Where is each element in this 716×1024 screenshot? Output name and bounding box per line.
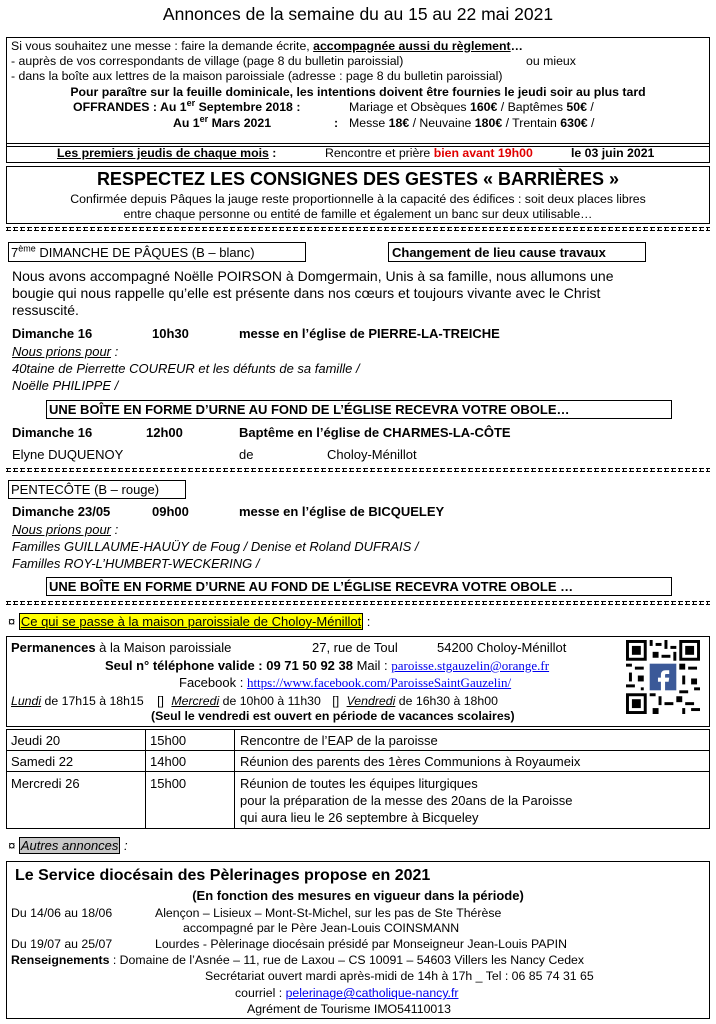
prions-colon: :	[111, 522, 119, 537]
messe-what: messe en l’église de PIERRE-LA-TREICHE	[239, 326, 500, 341]
pelerinage-text: accompagné par le Père Jean-Louis COINSMANN	[183, 921, 460, 935]
prions-colon: :	[111, 344, 119, 359]
bapteme-de: de	[239, 447, 254, 462]
dimanche-text-3: ressuscité.	[12, 302, 79, 318]
maison-label: Ce qui se passe à la maison paroissiale de Choloy-Ménillot	[20, 614, 362, 629]
dimanche-text-2: bougie qui nous rappelle qu’elle est présente dans nos cœurs et toujours vivante avec le Christ	[12, 285, 601, 301]
facebook-line	[179, 675, 511, 690]
jeudis-text: Rencontre et prière	[325, 146, 434, 160]
autres-colon: :	[120, 838, 128, 853]
price-sep: /	[586, 100, 594, 114]
table-cell-day: Mercredi 26	[11, 776, 80, 791]
pelerinage-date: Du 19/07 au 25/07	[11, 937, 113, 951]
horaires-sep: []	[332, 694, 340, 708]
intro-box	[6, 37, 710, 147]
price-value: 180€	[474, 116, 503, 130]
permanences-box	[6, 636, 710, 727]
mail-label: Mail :	[352, 658, 392, 673]
price-value: 160€	[470, 100, 498, 114]
jeudis-line	[57, 146, 276, 160]
price-label: / Trentain	[502, 116, 561, 130]
price-sep: /	[587, 116, 595, 130]
table-divider	[234, 730, 235, 828]
intro-ellipsis: …	[510, 39, 523, 53]
permanences-addr2: 54200 Choloy-Ménillot	[437, 640, 567, 655]
pelerinage-date: Du 14/06 au 18/06	[11, 906, 113, 920]
table-divider	[7, 750, 709, 751]
intro-line-4: Pour paraître sur la feuille dominicale, les intentions doivent être fournies le jeudi soir au plus tard	[70, 85, 646, 99]
price-value: 630€	[560, 116, 588, 130]
separator	[6, 227, 710, 231]
intro-line-1	[11, 39, 523, 53]
messe-time: 10h30	[152, 326, 189, 341]
prions-text: Nous prions pour	[12, 344, 111, 359]
jeudis-date: le 03 juin 2021	[571, 146, 655, 160]
vendredi-hours: de 16h30 à 18h00	[395, 694, 498, 708]
bapteme-time: 12h00	[146, 425, 183, 440]
facebook-link[interactable]: https://www.facebook.com/ParoisseSaintGauzelin/	[246, 675, 512, 690]
intention-item: Noëlle PHILIPPE /	[12, 378, 119, 393]
bullet: ¤	[8, 838, 19, 853]
table-divider	[145, 730, 146, 828]
intro-line-2: - auprès de vos correspondants de village (page 8 du bulletin paroissial)	[11, 54, 404, 68]
pelerinage-text: Alençon – Lisieux – Mont-St-Michel, sur les pas de Ste Thérèse	[155, 906, 502, 920]
mercredi-hours: de 10h00 à 11h30	[219, 694, 321, 708]
courriel-link[interactable]: pelerinage@catholique-nancy.fr	[285, 986, 459, 1000]
consignes-box	[6, 166, 710, 224]
renseignements-line	[11, 953, 584, 967]
offrandes-sup: er	[199, 113, 209, 124]
price-value: 18€	[388, 116, 410, 130]
price-label: / Neuvaine	[409, 116, 475, 130]
offrandes-prices-2	[349, 116, 594, 130]
table-cell-day: Jeudi 20	[11, 733, 61, 748]
horaires-line	[11, 694, 498, 708]
dimanche-label	[8, 242, 306, 262]
pelerinages-title: Le Service diocésain des Pèlerinages propose en 2021	[15, 867, 431, 884]
dimanche-name: DIMANCHE DE PÂQUES (B – blanc)	[35, 245, 255, 260]
prions-text: Nous prions pour	[12, 522, 111, 537]
bapteme-what: Baptême en l’église de CHARMES-LA-CÔTE	[239, 425, 511, 440]
secretariat-line: Secrétariat ouvert mardi après-midi de 14h à 17h _ Tel : 06 85 74 31 65	[205, 969, 594, 983]
maison-colon: :	[363, 614, 371, 629]
table-cell-time: 15h00	[150, 776, 187, 791]
offrandes-date: Septembre 2018 :	[195, 100, 301, 114]
consignes-line-2: entre chaque personne ou entité de famille et également un banc sur deux utilisable…	[123, 207, 593, 221]
jeudis-time: bien avant 19h00	[433, 146, 533, 160]
permanences-title: Permanences	[11, 640, 96, 655]
intention-item: Familles GUILLAUME-HAUÜY de Foug / Denise et Roland DUFRAIS /	[12, 539, 419, 554]
table-cell-what: qui aura lieu le 26 septembre à Bicqueley	[240, 810, 479, 825]
dimanche-num: 7	[11, 245, 19, 260]
offrandes-prices-1	[349, 100, 594, 114]
bapteme-name: Elyne DUQUENOY	[12, 447, 124, 462]
courriel-label: courriel :	[235, 986, 286, 1000]
separator	[6, 601, 710, 605]
table-cell-what: Réunion des parents des 1ères Communions à Royaumeix	[240, 754, 581, 769]
offrandes-line-2	[173, 113, 272, 130]
table-cell-what: Réunion de toutes les équipes liturgiques	[240, 776, 478, 791]
messe-day: Dimanche 16	[12, 326, 93, 341]
pentecote-time: 09h00	[152, 504, 189, 519]
bapteme-place: Choloy-Ménillot	[327, 447, 417, 462]
mercredi-label: Mercredi	[171, 694, 220, 708]
permanences-at: à la Maison paroissiale	[95, 640, 232, 655]
agenda-table	[6, 729, 710, 829]
maison-heading	[8, 614, 370, 629]
consignes-line-1: Confirmée depuis Pâques la jauge reste proportionnelle à la capacité des édifices : soit deux places libres	[70, 192, 646, 206]
table-cell-what: Rencontre de l’EAP de la paroisse	[240, 733, 438, 748]
tel-label: Seul n° téléphone valide : 09 71 50 92 38	[105, 658, 353, 673]
mail-link[interactable]: paroisse.stgauzelin@orange.fr	[391, 658, 550, 673]
table-cell-time: 14h00	[150, 754, 187, 769]
price-label: Mariage et Obsèques	[349, 100, 470, 114]
vendredi-label: Vendredi	[346, 694, 396, 708]
offrandes-colon: :	[334, 116, 339, 130]
intro-line-3: - dans la boîte aux lettres de la maison paroissiale (adresse : page 8 du bulletin paroissial)	[11, 69, 503, 83]
jeudis-label: Les premiers jeudis de chaque mois	[57, 146, 269, 160]
consignes-title: RESPECTEZ LES CONSIGNES DES GESTES « BARRIÈRES »	[96, 169, 620, 189]
intro-ou-mieux: ou mieux	[526, 54, 576, 68]
separator	[6, 468, 710, 472]
offrandes-line-1	[73, 97, 301, 114]
offrandes-au: Au 1	[173, 116, 200, 130]
intro-text: Si vous souhaitez une messe : faire la demande écrite,	[11, 39, 314, 53]
prions-label	[12, 522, 118, 537]
intention-item: Familles ROY-L’HUMBERT-WECKERING /	[12, 556, 260, 571]
intro-reglement: accompagnée aussi du règlement	[313, 39, 511, 53]
jeudis-colon: :	[268, 146, 277, 160]
table-cell-day: Samedi 22	[11, 754, 74, 769]
permanences-line	[11, 640, 231, 655]
offrandes-sup: er	[186, 97, 196, 108]
tel-line	[105, 658, 549, 673]
permanences-addr1: 27, rue de Toul	[312, 640, 398, 655]
autres-heading	[8, 838, 128, 853]
pentecote-label: PENTECÔTE (B – rouge)	[8, 480, 186, 499]
urne-notice: UNE BOÎTE EN FORME D’URNE AU FOND DE L’ÉGLISE RECEVRA VOTRE OBOLE…	[46, 400, 672, 419]
page-title: Annonces de la semaine du au 15 au 22 mai 2021	[162, 4, 554, 24]
lundi-label: Lundi	[11, 694, 42, 708]
jeudis-box	[6, 143, 710, 163]
dimanche-sup: ème	[18, 243, 36, 254]
permanences-note: (Seul le vendredi est ouvert en période de vacances scolaires)	[151, 709, 515, 723]
price-value: 50€	[566, 100, 587, 114]
courriel-line	[235, 986, 458, 1000]
lundi-hours: de 17h15 à 18h15	[41, 694, 144, 708]
prions-label	[12, 344, 118, 359]
price-label: / Baptêmes	[497, 100, 567, 114]
changement-label: Changement de lieu cause travaux	[388, 242, 646, 262]
autres-label: Autres annonces	[20, 838, 119, 853]
pentecote-what: messe en l’église de BICQUELEY	[239, 504, 445, 519]
intention-item: 40taine de Pierrette COUREUR et les défunts de sa famille /	[12, 361, 360, 376]
bapteme-day: Dimanche 16	[12, 425, 93, 440]
table-cell-time: 15h00	[150, 733, 187, 748]
urne-notice: UNE BOÎTE EN FORME D’URNE AU FOND DE L’ÉGLISE RECEVRA VOTRE OBOLE …	[46, 577, 672, 596]
offrandes-date: Mars 2021	[208, 116, 272, 130]
pentecote-day: Dimanche 23/05	[12, 504, 111, 519]
agrement-line: Agrément de Tourisme IMO54110013	[247, 1002, 451, 1016]
table-cell-what: pour la préparation de la messe des 20ans de la Paroisse	[240, 793, 573, 808]
price-label: Messe	[349, 116, 389, 130]
horaires-sep: []	[157, 694, 164, 708]
bullet: ¤	[8, 614, 19, 629]
dimanche-text-1: Nous avons accompagné Noëlle POIRSON à Domgermain, Unis à sa famille, nous allumons une	[12, 268, 614, 284]
qr-code-icon	[626, 640, 700, 714]
pelerinage-text: Lourdes - Pèlerinage diocésain présidé par Monseigneur Jean-Louis PAPIN	[155, 937, 567, 951]
table-divider	[7, 771, 709, 772]
facebook-label: Facebook :	[179, 675, 247, 690]
renseignements-label: Renseignements	[11, 953, 110, 967]
offrandes-label: OFFRANDES : Au 1	[73, 100, 187, 114]
pelerinages-sub: (En fonction des mesures en vigueur dans la période)	[192, 888, 524, 903]
pelerinages-box	[6, 861, 710, 1019]
renseignements-text: : Domaine de l’Asnée – 11, rue de Laxou – CS 10091 – 54603 Villers les Nancy Cedex	[109, 953, 585, 967]
jeudis-detail	[325, 146, 533, 160]
